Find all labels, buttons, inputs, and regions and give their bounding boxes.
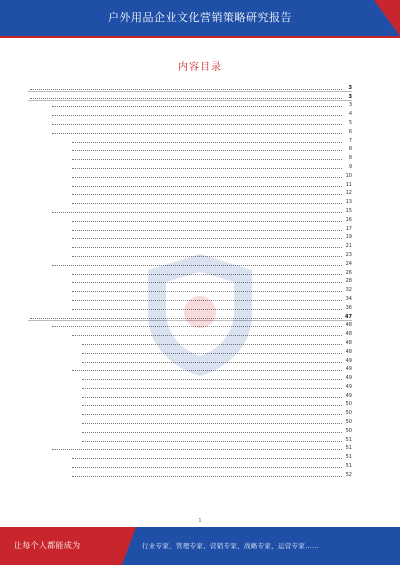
toc-dot-leader bbox=[72, 238, 342, 239]
toc-entry[interactable] bbox=[28, 276, 352, 285]
toc-entry[interactable] bbox=[28, 196, 352, 205]
footer-expertise-list: 行业专家、管理专家、营销专家、战略专家、运营专家…… bbox=[142, 542, 319, 550]
toc-dot-leader bbox=[82, 388, 342, 389]
toc-entry[interactable] bbox=[28, 108, 352, 117]
toc-entry[interactable] bbox=[28, 320, 352, 329]
toc-dot-leader bbox=[72, 159, 342, 160]
toc-entry[interactable] bbox=[28, 302, 352, 311]
toc-entry[interactable] bbox=[28, 117, 352, 126]
toc-entry[interactable] bbox=[28, 355, 352, 364]
toc-dot-leader bbox=[72, 458, 342, 459]
toc-entry-page: 16 bbox=[345, 216, 352, 223]
toc-dot-leader bbox=[72, 247, 342, 248]
toc-dot-leader bbox=[52, 133, 342, 134]
toc-entry-page: 17 bbox=[345, 225, 352, 232]
toc-entry-page: 19 bbox=[345, 234, 352, 241]
toc-entry-page: 49 bbox=[345, 383, 352, 390]
toc-dot-leader bbox=[72, 150, 342, 151]
toc-entry-page: 48 bbox=[345, 339, 352, 346]
toc-dot-leader bbox=[72, 230, 342, 231]
toc-entry[interactable] bbox=[28, 293, 352, 302]
toc-entry[interactable] bbox=[28, 144, 352, 153]
toc-entry-page: 28 bbox=[345, 278, 352, 285]
toc-dot-leader bbox=[82, 441, 342, 442]
toc-entry-page: 12 bbox=[345, 190, 352, 197]
toc-entry[interactable] bbox=[28, 188, 352, 197]
toc-entry[interactable] bbox=[28, 390, 352, 399]
toc-entry-page: 48 bbox=[345, 322, 352, 329]
toc-entry[interactable] bbox=[28, 469, 352, 478]
toc-entry[interactable] bbox=[28, 407, 352, 416]
toc-entry-page: 51 bbox=[345, 454, 352, 461]
toc-entry-page: 3 bbox=[348, 93, 352, 100]
toc-title: 内容目录 bbox=[178, 62, 222, 73]
toc-dot-leader bbox=[72, 476, 342, 477]
toc-entry[interactable] bbox=[28, 434, 352, 443]
toc-entry[interactable] bbox=[28, 284, 352, 293]
toc-dot-leader bbox=[52, 449, 342, 450]
toc-entry-page: 52 bbox=[345, 471, 352, 478]
toc-dot-leader bbox=[82, 414, 342, 415]
toc-dot-leader bbox=[72, 300, 342, 301]
toc-entry[interactable] bbox=[28, 82, 352, 91]
toc-entry-page: 32 bbox=[345, 287, 352, 294]
toc-dot-leader bbox=[52, 124, 342, 125]
toc-entry-page: 48 bbox=[345, 348, 352, 355]
page-number: 1 bbox=[198, 518, 202, 524]
toc-entry[interactable] bbox=[28, 205, 352, 214]
toc-entry-page: 51 bbox=[345, 436, 352, 443]
toc-dot-leader bbox=[82, 353, 342, 354]
toc-entry[interactable] bbox=[28, 337, 352, 346]
toc-dot-leader bbox=[30, 89, 342, 90]
toc-dot-leader bbox=[82, 344, 342, 345]
toc-entry[interactable] bbox=[28, 135, 352, 144]
toc-entry-page: 24 bbox=[345, 260, 352, 267]
toc-entry[interactable] bbox=[28, 381, 352, 390]
toc-entry[interactable] bbox=[28, 364, 352, 373]
toc-entry-page: 51 bbox=[345, 463, 352, 470]
toc-entry-page: 8 bbox=[348, 146, 352, 153]
toc-entry-page: 11 bbox=[345, 181, 352, 188]
toc-entry-page: 50 bbox=[345, 419, 352, 426]
toc-entry-page: 50 bbox=[345, 401, 352, 408]
toc-entry-page: 3 bbox=[348, 102, 352, 109]
toc-dot-leader bbox=[82, 432, 342, 433]
toc-dot-leader bbox=[82, 423, 342, 424]
toc-dot-leader bbox=[72, 274, 342, 275]
toc-entry-page: 6 bbox=[348, 128, 352, 135]
toc-entry[interactable] bbox=[28, 346, 352, 355]
toc-entry-page: 26 bbox=[345, 269, 352, 276]
toc-entry[interactable] bbox=[28, 372, 352, 381]
toc-entry-page: 50 bbox=[345, 427, 352, 434]
toc-entry[interactable] bbox=[28, 214, 352, 223]
toc-entry[interactable] bbox=[28, 91, 352, 100]
toc-entry[interactable] bbox=[28, 223, 352, 232]
toc-dot-leader bbox=[72, 177, 342, 178]
toc-entry-page: 48 bbox=[345, 331, 352, 338]
header-red-rule bbox=[0, 36, 400, 38]
toc-entry[interactable] bbox=[28, 311, 352, 320]
toc-dot-leader bbox=[72, 194, 342, 195]
toc-dot-leader bbox=[72, 335, 342, 336]
toc-entry-page: 51 bbox=[345, 445, 352, 452]
toc-dot-leader bbox=[72, 291, 342, 292]
toc-dot-leader bbox=[72, 282, 342, 283]
toc-entry[interactable] bbox=[28, 170, 352, 179]
toc-entry-page: 7 bbox=[348, 137, 352, 144]
toc-entry-page: 36 bbox=[345, 304, 352, 311]
footer-slogan: 让每个人都能成为 bbox=[14, 541, 81, 550]
toc-entry[interactable] bbox=[28, 232, 352, 241]
toc-entry-page: 49 bbox=[345, 375, 352, 382]
toc-entry[interactable] bbox=[28, 179, 352, 188]
toc-dot-leader bbox=[52, 106, 342, 107]
toc-entry-page: 21 bbox=[345, 243, 352, 250]
toc-entry[interactable] bbox=[28, 258, 352, 267]
footer-red-slant bbox=[122, 527, 136, 565]
toc-entry-page: 3 bbox=[348, 84, 352, 91]
toc-entry[interactable] bbox=[28, 126, 352, 135]
toc-entry[interactable] bbox=[28, 161, 352, 170]
toc-entry-page: 5 bbox=[348, 119, 352, 126]
report-title: 户外用品企业文化营销策略研究报告 bbox=[108, 11, 292, 24]
toc-dot-leader bbox=[72, 186, 342, 187]
toc-entry-page: 13 bbox=[345, 199, 352, 206]
toc-entry-page: 49 bbox=[345, 357, 352, 364]
toc-entry-page: 34 bbox=[345, 295, 352, 302]
toc-entry[interactable] bbox=[28, 460, 352, 469]
toc-entry[interactable] bbox=[28, 443, 352, 452]
toc-entry[interactable] bbox=[28, 100, 352, 109]
toc-dot-leader bbox=[72, 203, 342, 204]
toc-entry[interactable] bbox=[28, 399, 352, 408]
toc-entry-page: 50 bbox=[345, 410, 352, 417]
toc-dot-leader bbox=[52, 265, 342, 266]
toc-dot-leader bbox=[72, 467, 342, 468]
toc-entry[interactable] bbox=[28, 416, 352, 425]
toc-dot-leader bbox=[72, 221, 342, 222]
toc-entry[interactable] bbox=[28, 240, 352, 249]
toc-entry-page: 4 bbox=[348, 111, 352, 118]
toc-entry[interactable] bbox=[28, 152, 352, 161]
toc-entry-page: 49 bbox=[345, 366, 352, 373]
header-banner bbox=[0, 0, 400, 36]
toc-entry-page: 49 bbox=[345, 392, 352, 399]
toc-entry[interactable] bbox=[28, 451, 352, 460]
toc-dot-leader bbox=[72, 256, 342, 257]
toc-dot-leader bbox=[72, 168, 342, 169]
toc-dot-leader bbox=[30, 98, 342, 99]
toc-dot-leader bbox=[82, 379, 342, 380]
toc-entry-page: 15 bbox=[345, 207, 352, 214]
toc-dot-leader bbox=[52, 212, 342, 213]
toc-dot-leader bbox=[52, 326, 342, 327]
toc-dot-leader bbox=[72, 370, 342, 371]
toc-entry-page: 10 bbox=[345, 172, 352, 179]
toc-dot-leader bbox=[72, 309, 342, 310]
table-of-contents bbox=[28, 82, 352, 522]
toc-dot-leader bbox=[82, 362, 342, 363]
toc-dot-leader bbox=[82, 397, 342, 398]
toc-entry[interactable] bbox=[28, 249, 352, 258]
toc-entry-page: 9 bbox=[348, 163, 352, 170]
toc-dot-leader bbox=[52, 115, 342, 116]
toc-entry[interactable] bbox=[28, 328, 352, 337]
toc-dot-leader bbox=[72, 142, 342, 143]
toc-entry[interactable] bbox=[28, 425, 352, 434]
toc-entry-page: 8 bbox=[348, 155, 352, 162]
toc-entry[interactable] bbox=[28, 267, 352, 276]
toc-entry-page: 47 bbox=[345, 313, 352, 320]
toc-entry-page: 23 bbox=[345, 251, 352, 258]
toc-dot-leader bbox=[30, 318, 342, 319]
toc-dot-leader bbox=[82, 405, 342, 406]
